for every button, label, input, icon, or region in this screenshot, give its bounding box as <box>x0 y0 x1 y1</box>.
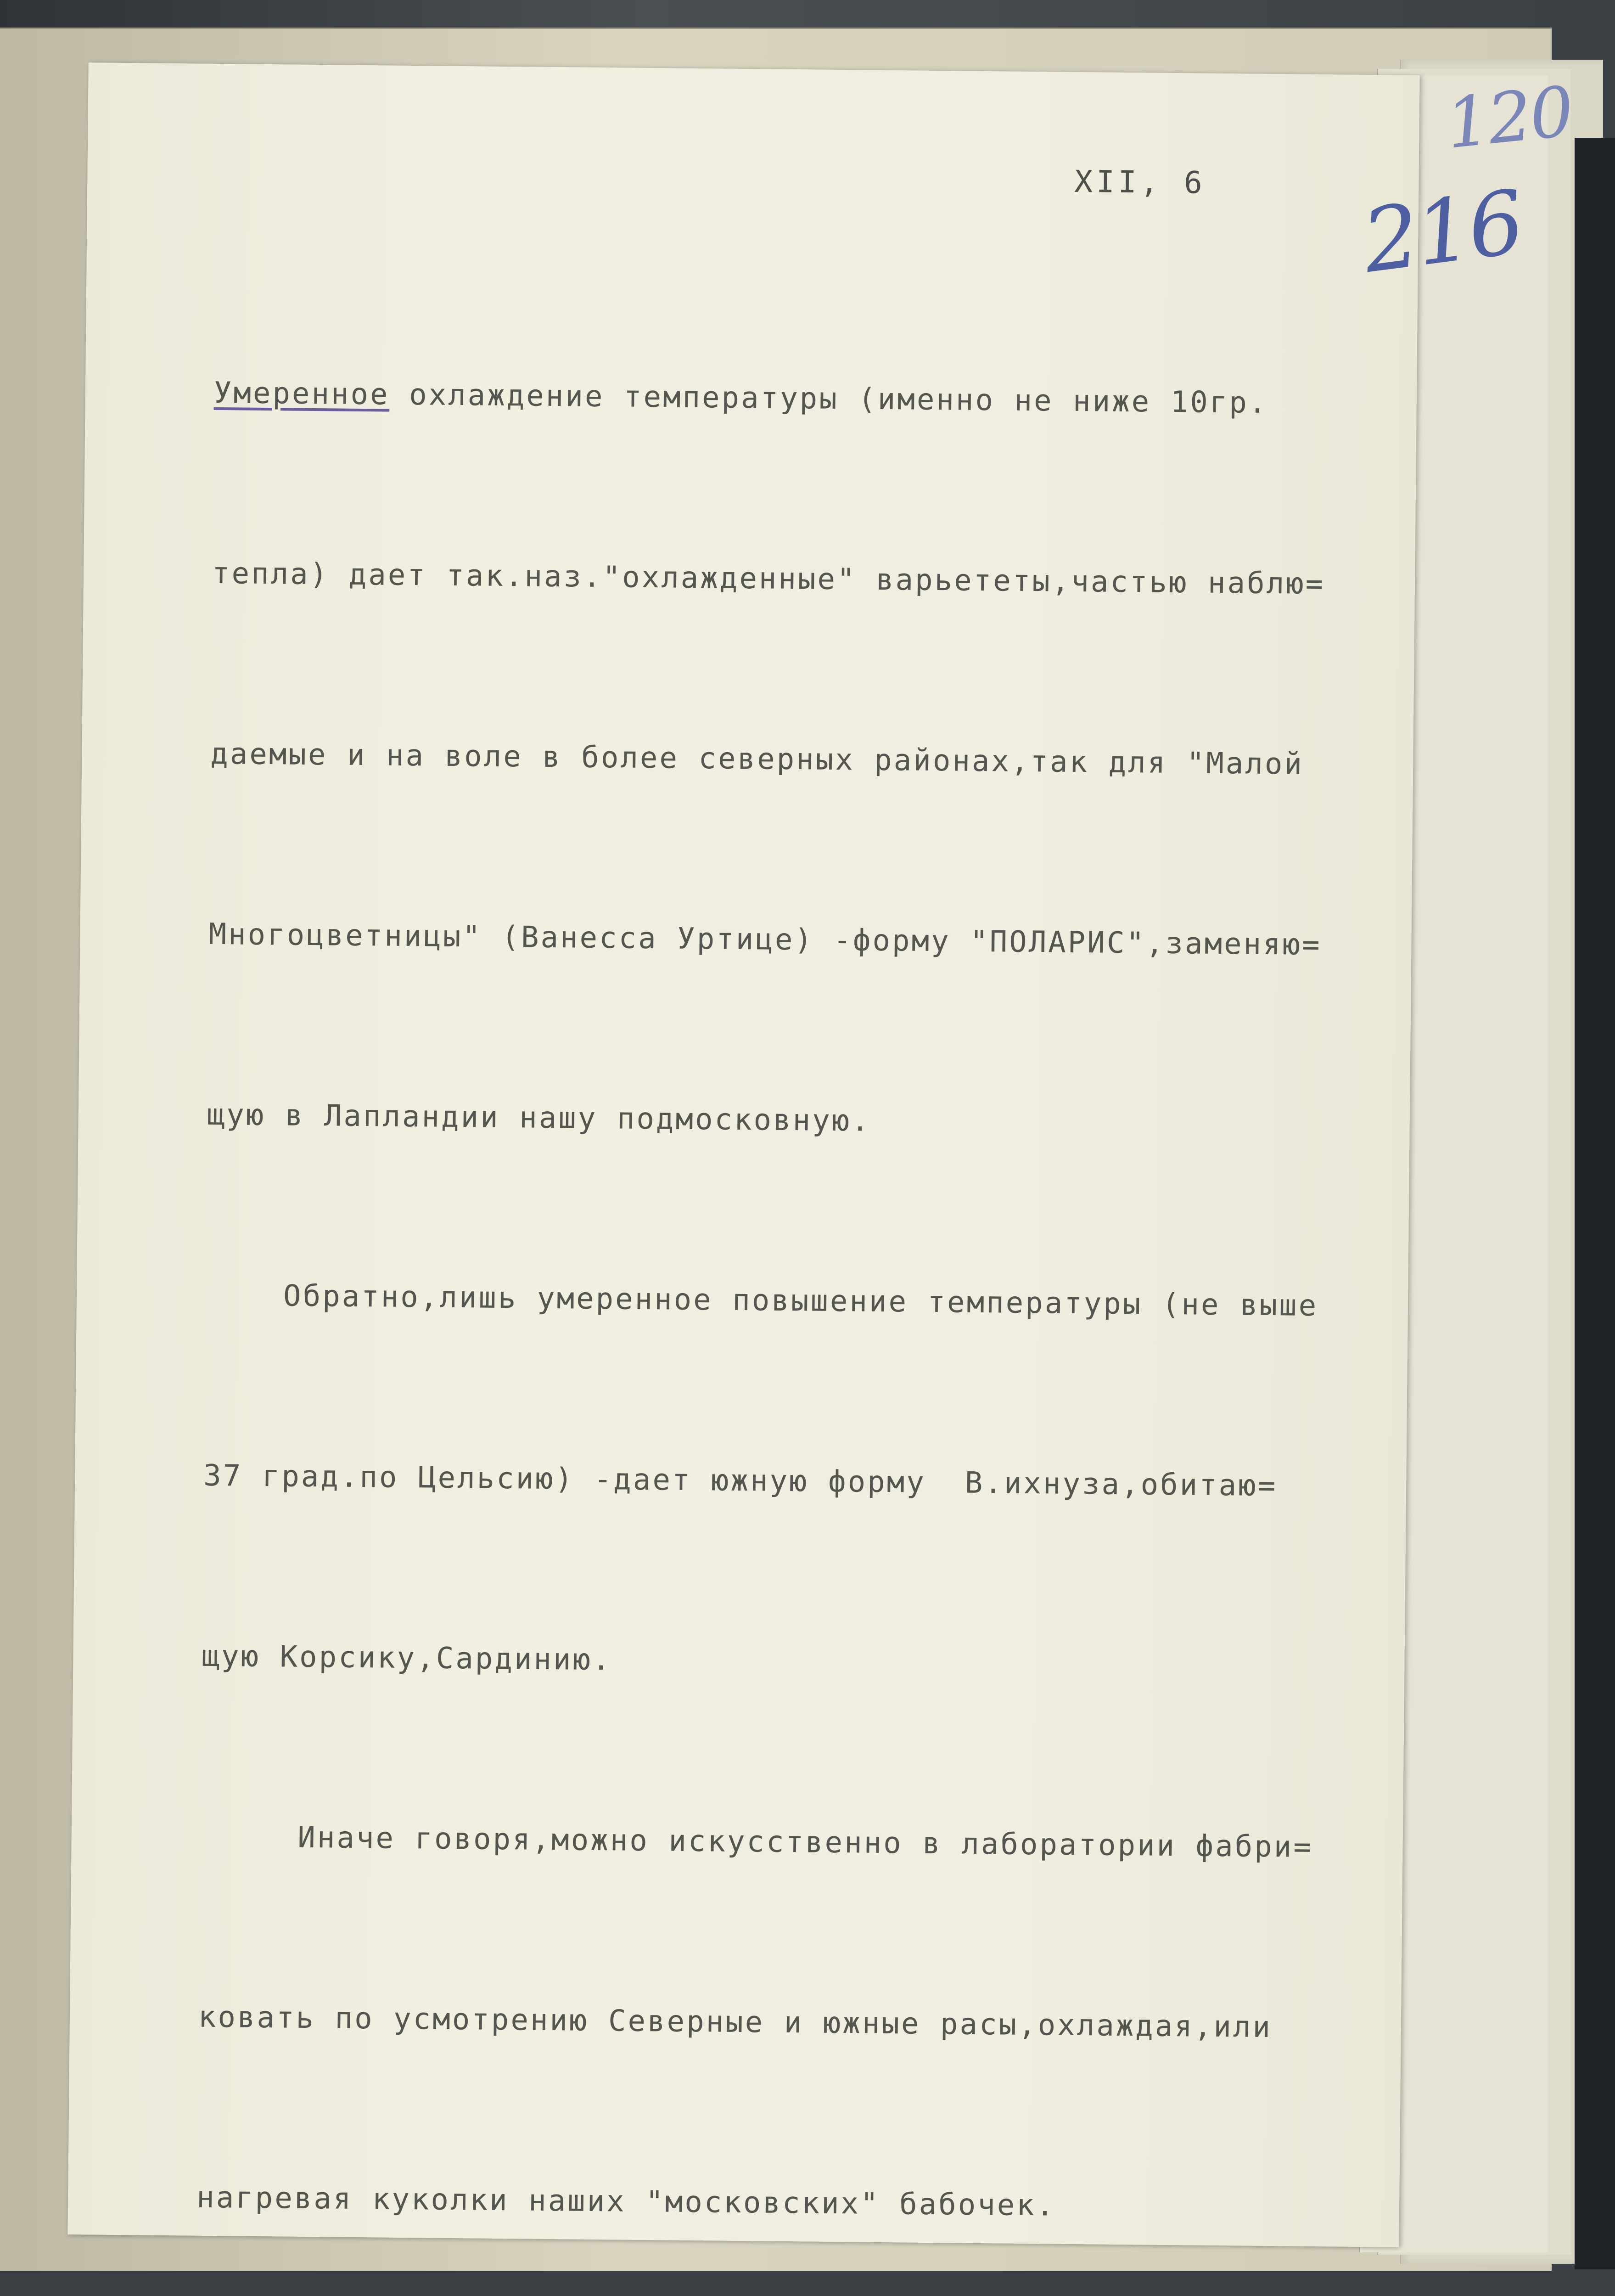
text-line: Умеренное охлаждение температуры (именно не ниже 10гр. <box>213 376 1268 420</box>
archive-folio-number: 216 <box>1357 171 1527 293</box>
text-line: Многоцветницы" (Ванесса Уртице) -форму "ПОЛАРИС",заменяю= <box>208 917 1322 962</box>
text-line: Иначе говоря,можно искусственно в лаборатории фабри= <box>297 1820 1313 1864</box>
text-line: Обратно,лишь умеренное повышение температуры (не выше <box>283 1279 1318 1323</box>
text-line: даемые и на воле в более северных районах,так для "Малой <box>210 737 1304 782</box>
page-body <box>164 243 1432 2296</box>
underlined-word: Умеренное <box>213 376 390 412</box>
text-line: ковать по усмотрению Северные и южные расы,охлаждая,или <box>198 2000 1273 2045</box>
text-line: нагревая куколки наших "московских" бабочек. <box>196 2180 1056 2223</box>
text-line: щую в Лапландии нашу подмосковную. <box>207 1097 871 1138</box>
archive-folio-number-secondary: 120 <box>1442 72 1576 164</box>
text-line: 37 град.по Цельсию) -дает южную форму В.ихнуза,обитаю= <box>203 1458 1278 1503</box>
page-number: XII, 6 <box>1074 163 1206 201</box>
text-line: щую Корсику,Сардинию. <box>202 1639 612 1677</box>
scan-edge <box>1575 138 1615 2269</box>
text-line: тепла) дает так.наз."охлажденные" варьететы,частью наблю= <box>212 556 1325 602</box>
